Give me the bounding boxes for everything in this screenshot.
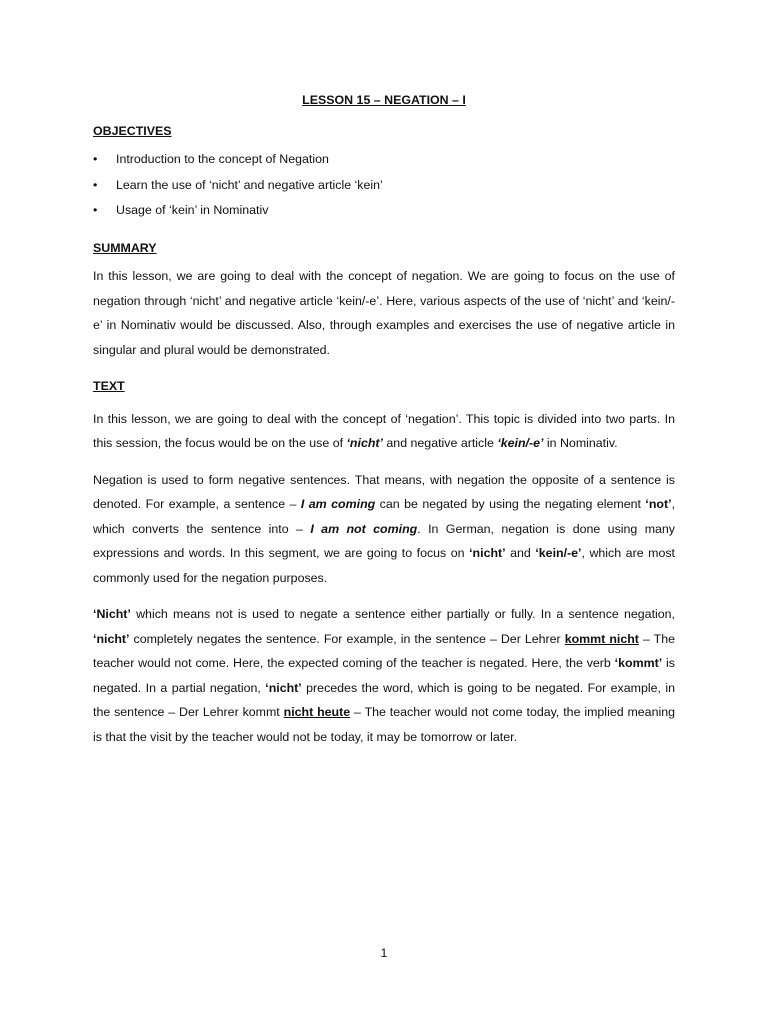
bold-text: ‘nicht’ — [469, 546, 506, 560]
summary-paragraph: In this lesson, we are going to deal with the concept of negation. We are going to focus on the use of negation through ‘nicht’ and negative article ‘kein/-e’. Here, various aspects of the use of ‘nicht’ and ‘kein/-e’ in Nominativ would be discussed. Also, through examples and exercises the use of negative article in singular and plural would be demonstrated. — [93, 269, 675, 357]
objectives-heading: OBJECTIVES — [93, 123, 172, 138]
objectives-list — [93, 147, 675, 224]
text-paragraph-2 — [93, 468, 675, 591]
bullet-icon: • — [93, 203, 98, 217]
list-item — [93, 198, 675, 224]
text-run: completely negates the sentence. For example, in the sentence – Der Lehrer — [129, 631, 565, 646]
objective-text: Introduction to the concept of Negation — [116, 152, 329, 166]
text-run: – The teacher would not come today, the implied meaning is that the visit by the teacher would not be today, it may be tomorrow or later. — [93, 705, 676, 744]
text-paragraph-1 — [93, 407, 675, 456]
emphasis-text: I am not coming — [310, 521, 418, 536]
objective-text: Learn the use of ‘nicht’ and negative article ‘kein’ — [116, 177, 383, 192]
bold-text: ‘nicht’ — [93, 631, 130, 646]
bold-text: ‘kein/-e’ — [535, 546, 582, 560]
bullet-icon: • — [93, 177, 98, 192]
text-paragraph-3 — [93, 602, 675, 749]
emphasis-text: ‘nicht’ — [346, 436, 383, 450]
text-run: precedes the word, which is going to be negated. For example, in the sentence – Der Lehrer kommt — [93, 680, 676, 719]
page-content — [93, 88, 675, 761]
text-run: can be negated by using the negating element — [375, 497, 646, 511]
underlined-text: nicht heute — [283, 705, 351, 719]
text-run: in Nominativ. — [543, 436, 618, 450]
text-run: , which are most commonly used for the negation purposes. — [93, 546, 675, 585]
emphasis-text: ‘kein/-e’ — [497, 436, 544, 450]
list-item — [93, 147, 675, 173]
list-item — [93, 173, 675, 199]
bullet-icon: • — [93, 152, 98, 166]
bold-text: ‘kommt’ — [614, 656, 663, 670]
bold-text: ‘not’ — [645, 497, 672, 511]
text-run: and — [505, 546, 536, 560]
emphasis-text: I am coming — [300, 497, 376, 511]
text-run: , which converts the sentence into – — [93, 497, 676, 536]
summary-heading: SUMMARY — [93, 240, 157, 255]
underlined-text: kommt nicht — [564, 631, 639, 646]
text-run: which means not is used to negate a sentence either partially or fully. In a sentence negation, — [130, 607, 675, 621]
text-run: Negation is used to form negative sentences. That means, with negation the opposite of a sentence is denoted. For example, a sentence – — [93, 472, 675, 511]
bold-text: ‘Nicht’ — [93, 607, 131, 621]
text-run: . In German, negation is done using many expressions and words. In this segment, we are going to focus on — [93, 521, 676, 560]
text-heading: TEXT — [93, 379, 125, 393]
bold-text: ‘nicht’ — [265, 680, 302, 695]
objective-text: Usage of ‘kein’ in Nominativ — [116, 203, 269, 217]
text-run: – The teacher would not come. Here, the expected coming of the teacher is negated. Here, the verb — [93, 631, 675, 670]
page-number: 1 — [380, 946, 388, 960]
text-run: and negative article — [382, 436, 498, 450]
lesson-title: LESSON 15 – NEGATION – I — [302, 93, 466, 107]
text-run: In this lesson, we are going to deal with the concept of ‘negation’. This topic is divided into two parts. In this session, the focus would be on the use of — [93, 411, 675, 450]
text-run: is negated. In a partial negation, — [93, 656, 675, 695]
